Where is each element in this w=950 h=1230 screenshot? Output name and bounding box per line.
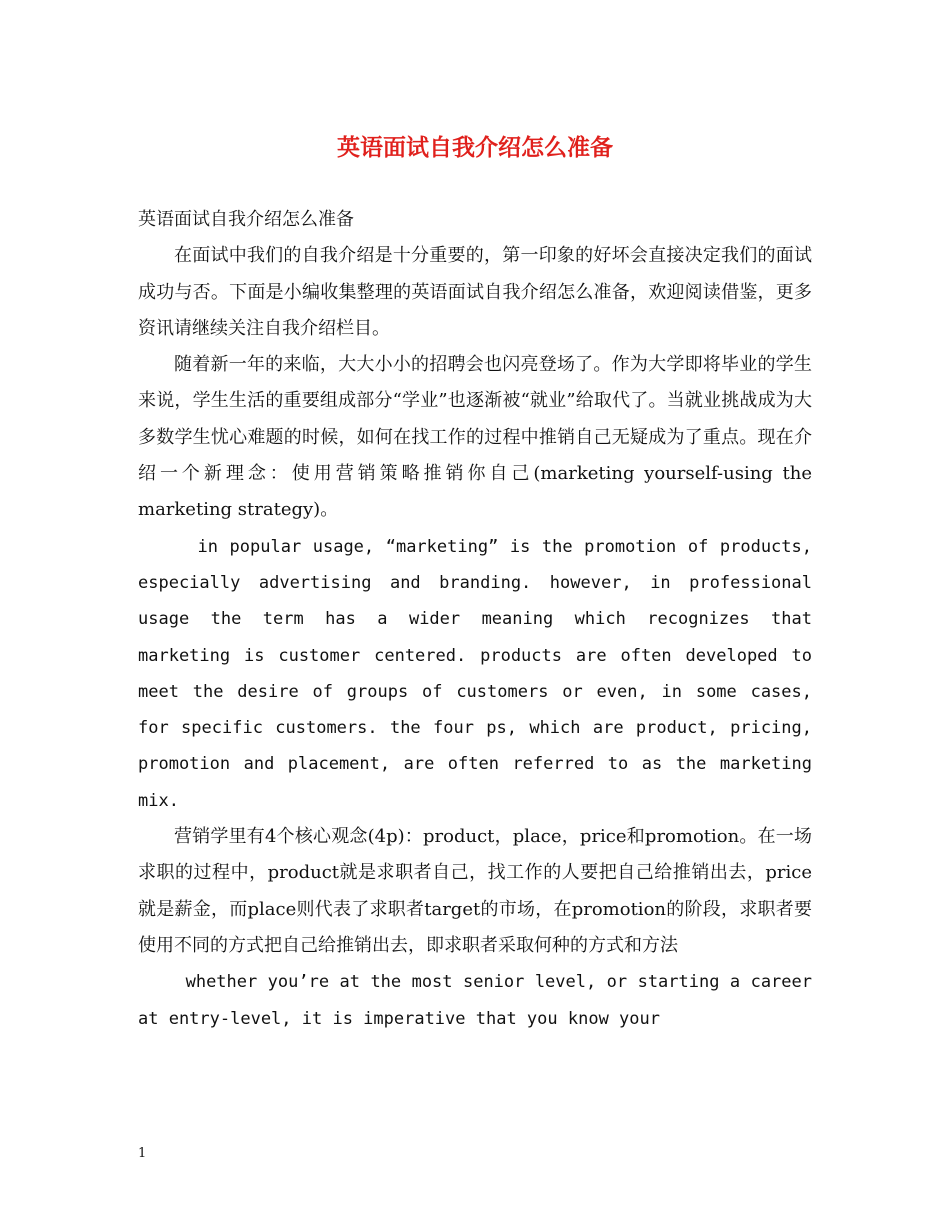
paragraph-marketing-concept: 随着新一年的来临，大大小小的招聘会也闪亮登场了。作为大学即将毕业的学生来说，学生生活的重要组成部分“学业”也逐渐被“就业”给取代了。当就业挑战成为大多数学生忧心难题的时候，如何在找工作的过程中推销自己无疑成为了重点。现在介绍一个新理念：使用营销策略推销你自己(marketing yourself-using the marketing strategy)。 [138,354,812,521]
paragraph-4p: 营销学里有4个核心观念(4p)：product，place，price和promotion。在一场求职的过程中，product就是求职者自己，找工作的人要把自己给推销出去，price就是薪金，而place则代表了求职者target的市场，在promotion的阶段，求职者要使用不同的方式把自己给推销出去，即求职者采取何种的方式和方法 [138,826,812,956]
document-body [138,202,812,1037]
document-subtitle: 英语面试自我介绍怎么准备 [138,209,354,230]
paragraph-marketing-definition: in popular usage, “marketing” is the promotion of products, especially advertising and branding. however, in professional usage the term has a wider meaning which recognizes that marketing is customer centered. products are often developed to meet the desire of groups of customers or even, in some cases, for specific customers. the four ps, which are product, pricing, promotion and placement, are often referred to as the marketing mix. [138,536,812,811]
paragraph-intro: 在面试中我们的自我介绍是十分重要的，第一印象的好坏会直接决定我们的面试成功与否。下面是小编收集整理的英语面试自我介绍怎么准备，欢迎阅读借鉴，更多资讯请继续关注自我介绍栏目。 [138,245,812,339]
document-title: 英语面试自我介绍怎么准备 [337,134,613,161]
page-number: 1 [138,1146,147,1161]
paragraph-career-level: whether you’re at the most senior level, or starting a career at entry-level, it is imperative that you know your [138,972,812,1029]
